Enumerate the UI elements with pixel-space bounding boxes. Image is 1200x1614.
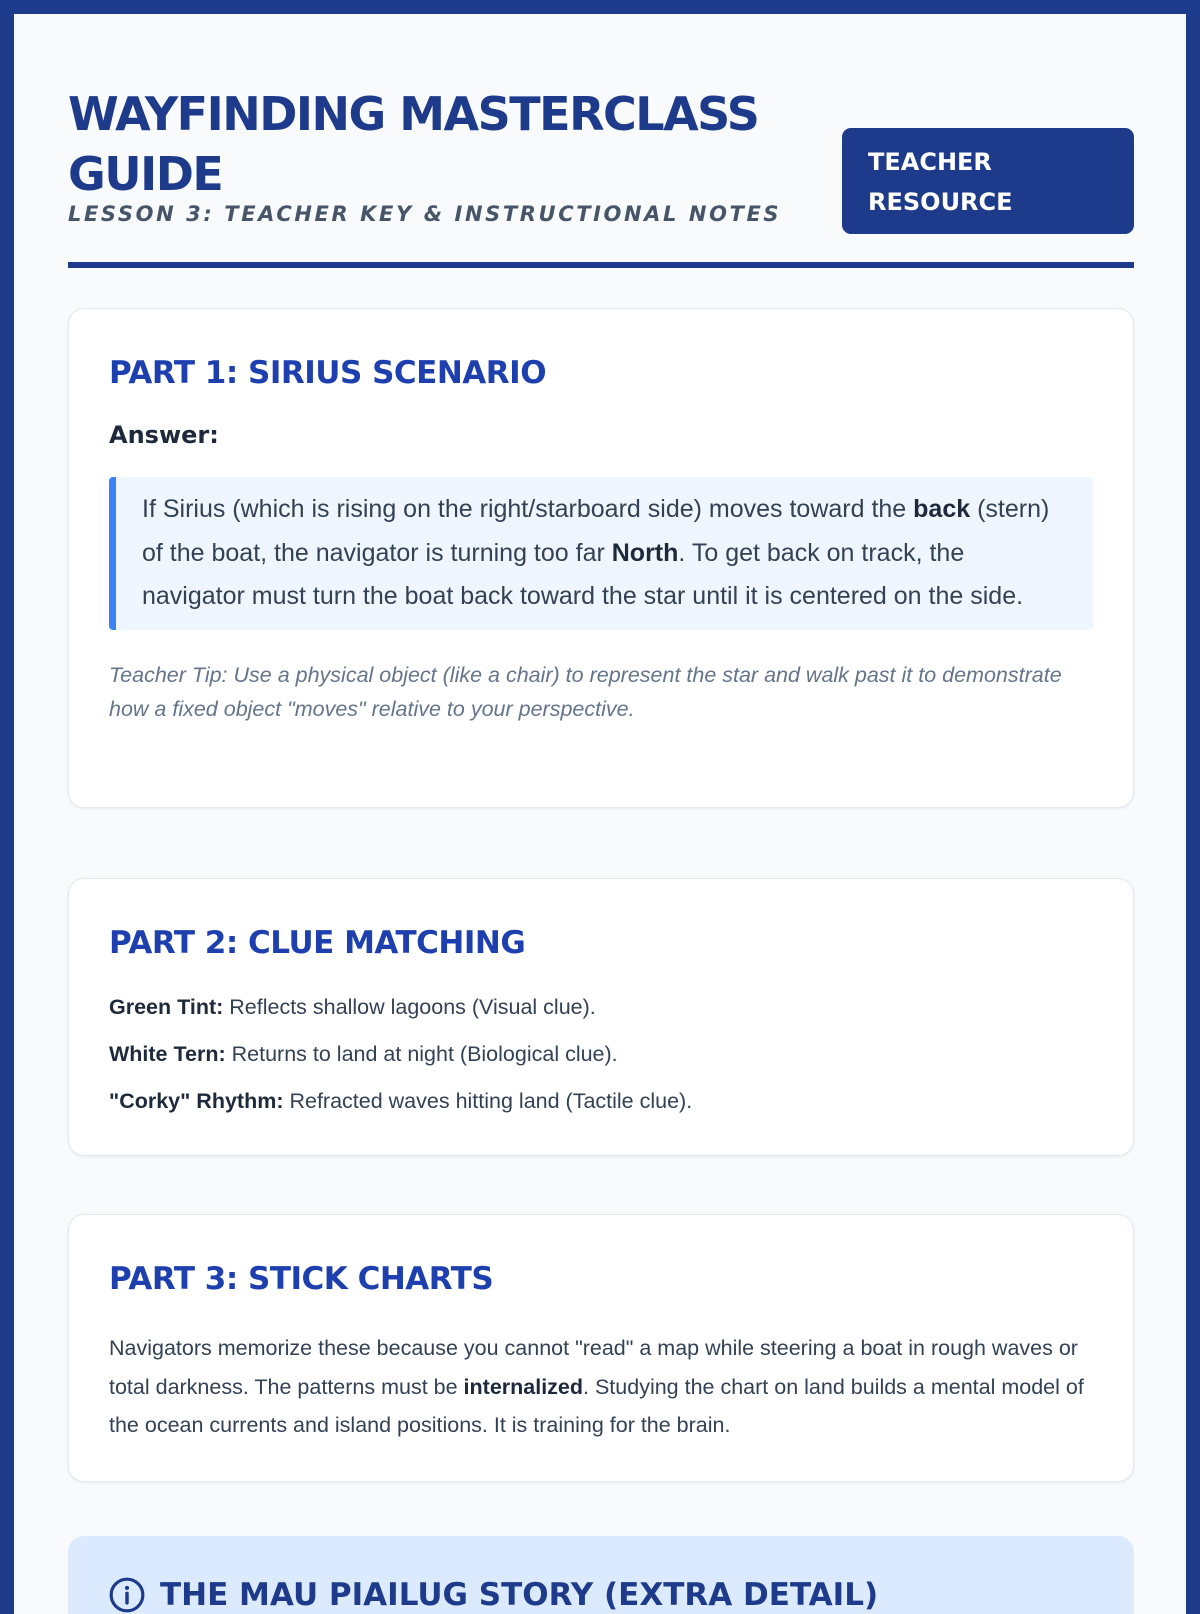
clue-description: Reflects shallow lagoons (Visual clue).: [223, 995, 596, 1019]
page-title: WAYFINDING MASTERCLASS GUIDE: [68, 87, 759, 201]
story-heading: [108, 1576, 1094, 1614]
stick-charts-text: [109, 1329, 1093, 1445]
clue-term: Green Tint:: [109, 995, 224, 1019]
part2-card: [68, 878, 1134, 1156]
info-icon: [108, 1576, 146, 1614]
clue-description: Refracted waves hitting land (Tactile clue).: [283, 1089, 693, 1113]
page-header: [68, 70, 1134, 268]
teacher-tip: Teacher Tip: Use a physical object (like a chair) to represent the star and walk past it to demonstrate how a fixed object "moves" relative to your perspective.: [109, 662, 1062, 721]
stick-charts-text-1: Navigators memorize these because you cannot "read" a map while steering a boat in rough waves or total darkness. The patterns must be: [109, 1336, 1078, 1399]
page: [14, 14, 1186, 1614]
answer-label: Answer:: [109, 421, 219, 449]
list-item: [109, 1087, 1093, 1115]
list-item: [109, 1040, 1093, 1068]
part1-heading: PART 1: SIRIUS SCENARIO: [109, 355, 547, 391]
answer-text-3: . To get back on track, the navigator must turn the boat back toward the star until it is centered on the side.: [142, 538, 1024, 610]
answer-box: [109, 477, 1093, 630]
clue-list: [109, 993, 1093, 1115]
story-callout: [68, 1536, 1134, 1614]
list-item: [109, 993, 1093, 1021]
answer-bold-north: North: [611, 538, 679, 567]
teacher-resource-badge: TEACHER RESOURCE: [842, 128, 1134, 234]
part3-heading: PART 3: STICK CHARTS: [109, 1261, 494, 1297]
page-subtitle: LESSON 3: TEACHER KEY & INSTRUCTIONAL NOTES: [68, 202, 782, 226]
part1-card: [68, 308, 1134, 808]
clue-description: Returns to land at night (Biological clue).: [225, 1042, 618, 1066]
stick-charts-text-2: . Studying the chart on land builds a mental model of the ocean currents and island positions. It is training for the brain.: [109, 1374, 1084, 1437]
stick-charts-bold: internalized: [463, 1374, 584, 1399]
answer-bold-back: back: [913, 495, 971, 523]
answer-text-1: If Sirius (which is rising on the right/starboard side) moves toward the: [142, 495, 914, 523]
clue-term: "Corky" Rhythm:: [109, 1089, 284, 1113]
part2-heading: PART 2: CLUE MATCHING: [109, 925, 526, 961]
clue-term: White Tern:: [109, 1042, 226, 1066]
part3-card: [68, 1214, 1134, 1482]
answer-text-2: (stern) of the boat, the navigator is turning too far: [142, 495, 1050, 567]
story-heading-text: THE MAU PIAILUG STORY (EXTRA DETAIL): [160, 1577, 879, 1613]
